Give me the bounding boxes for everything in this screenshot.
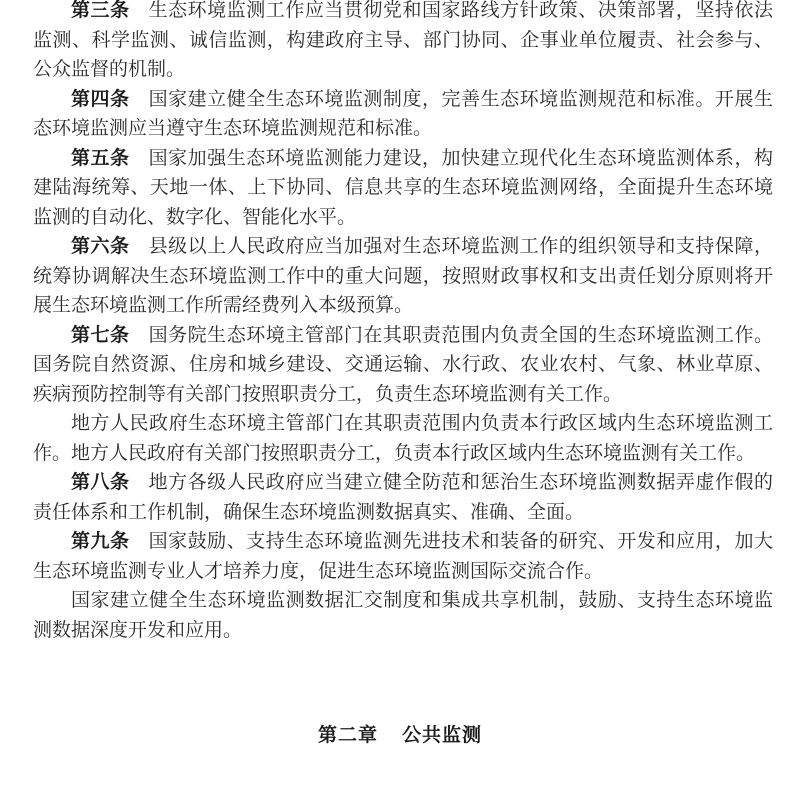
article-text: 国务院生态环境主管部门在其职责范围内负责全国的生态环境监测工作。国务院自然资源、住房和城乡建设、交通运输、水行政、农业农村、气象、林业草原、疾病预防控制等有关部门按照职责分工，负责生态环境监测有关工作。 (33, 323, 773, 405)
article-text: 地方人民政府生态环境主管部门在其职责范围内负责本行政区域内生态环境监测工作。地方人民政府有关部门按照职责分工，负责本行政区域内生态环境监测有关工作。 (33, 412, 773, 464)
article-5 (33, 144, 773, 233)
article-text: 国家鼓励、支持生态环境监测先进技术和装备的研究、开发和应用，加大生态环境监测专业人才培养力度，促进生态环境监测国际交流合作。 (33, 530, 773, 582)
article-text: 国家建立健全生态环境监测制度，完善生态环境监测规范和标准。开展生态环境监测应当遵守生态环境监测规范和标准。 (33, 87, 773, 139)
chapter-heading (0, 720, 800, 747)
article-7 (33, 321, 773, 410)
article-number: 第四条 (71, 87, 130, 110)
article-9 (33, 527, 773, 586)
article-number: 第八条 (71, 471, 130, 493)
article-number: 第七条 (71, 323, 130, 346)
article-number: 第五条 (71, 146, 130, 169)
chapter-title: 公共监测 (402, 724, 483, 746)
article-text: 地方各级人民政府应当建立健全防范和惩治生态环境监测数据弄虚作假的责任体系和工作机制，确保生态环境监测数据真实、准确、全面。 (33, 471, 773, 523)
article-3 (33, 0, 773, 85)
article-number: 第三条 (71, 0, 130, 21)
article-number: 第九条 (71, 530, 130, 552)
article-8 (33, 468, 773, 527)
article-text: 国家建立健全生态环境监测数据汇交制度和集成共享机制，鼓励、支持生态环境监测数据深度开发和应用。 (33, 589, 773, 641)
article-text: 生态环境监测工作应当贯彻党和国家路线方针政策、决策部署，坚持依法监测、科学监测、诚信监测，构建政府主导、部门协同、企事业单位履责、社会参与、公众监督的机制。 (33, 0, 773, 80)
article-4 (33, 85, 773, 144)
article-7-paragraph-2 (33, 409, 773, 468)
document-body (33, 0, 773, 645)
article-9-paragraph-2 (33, 586, 773, 645)
article-6 (33, 232, 773, 321)
chapter-number: 第二章 (317, 724, 378, 746)
article-number: 第六条 (71, 235, 130, 257)
article-text: 国家加强生态环境监测能力建设，加快建立现代化生态环境监测体系，构建陆海统筹、天地一体、上下协同、信息共享的生态环境监测网络，全面提升生态环境监测的自动化、数字化、智能化水平。 (33, 146, 773, 228)
article-text: 县级以上人民政府应当加强对生态环境监测工作的组织领导和支持保障，统筹协调解决生态环境监测工作中的重大问题，按照财政事权和支出责任划分原则将开展生态环境监测工作所需经费列入本级预算。 (33, 235, 773, 316)
